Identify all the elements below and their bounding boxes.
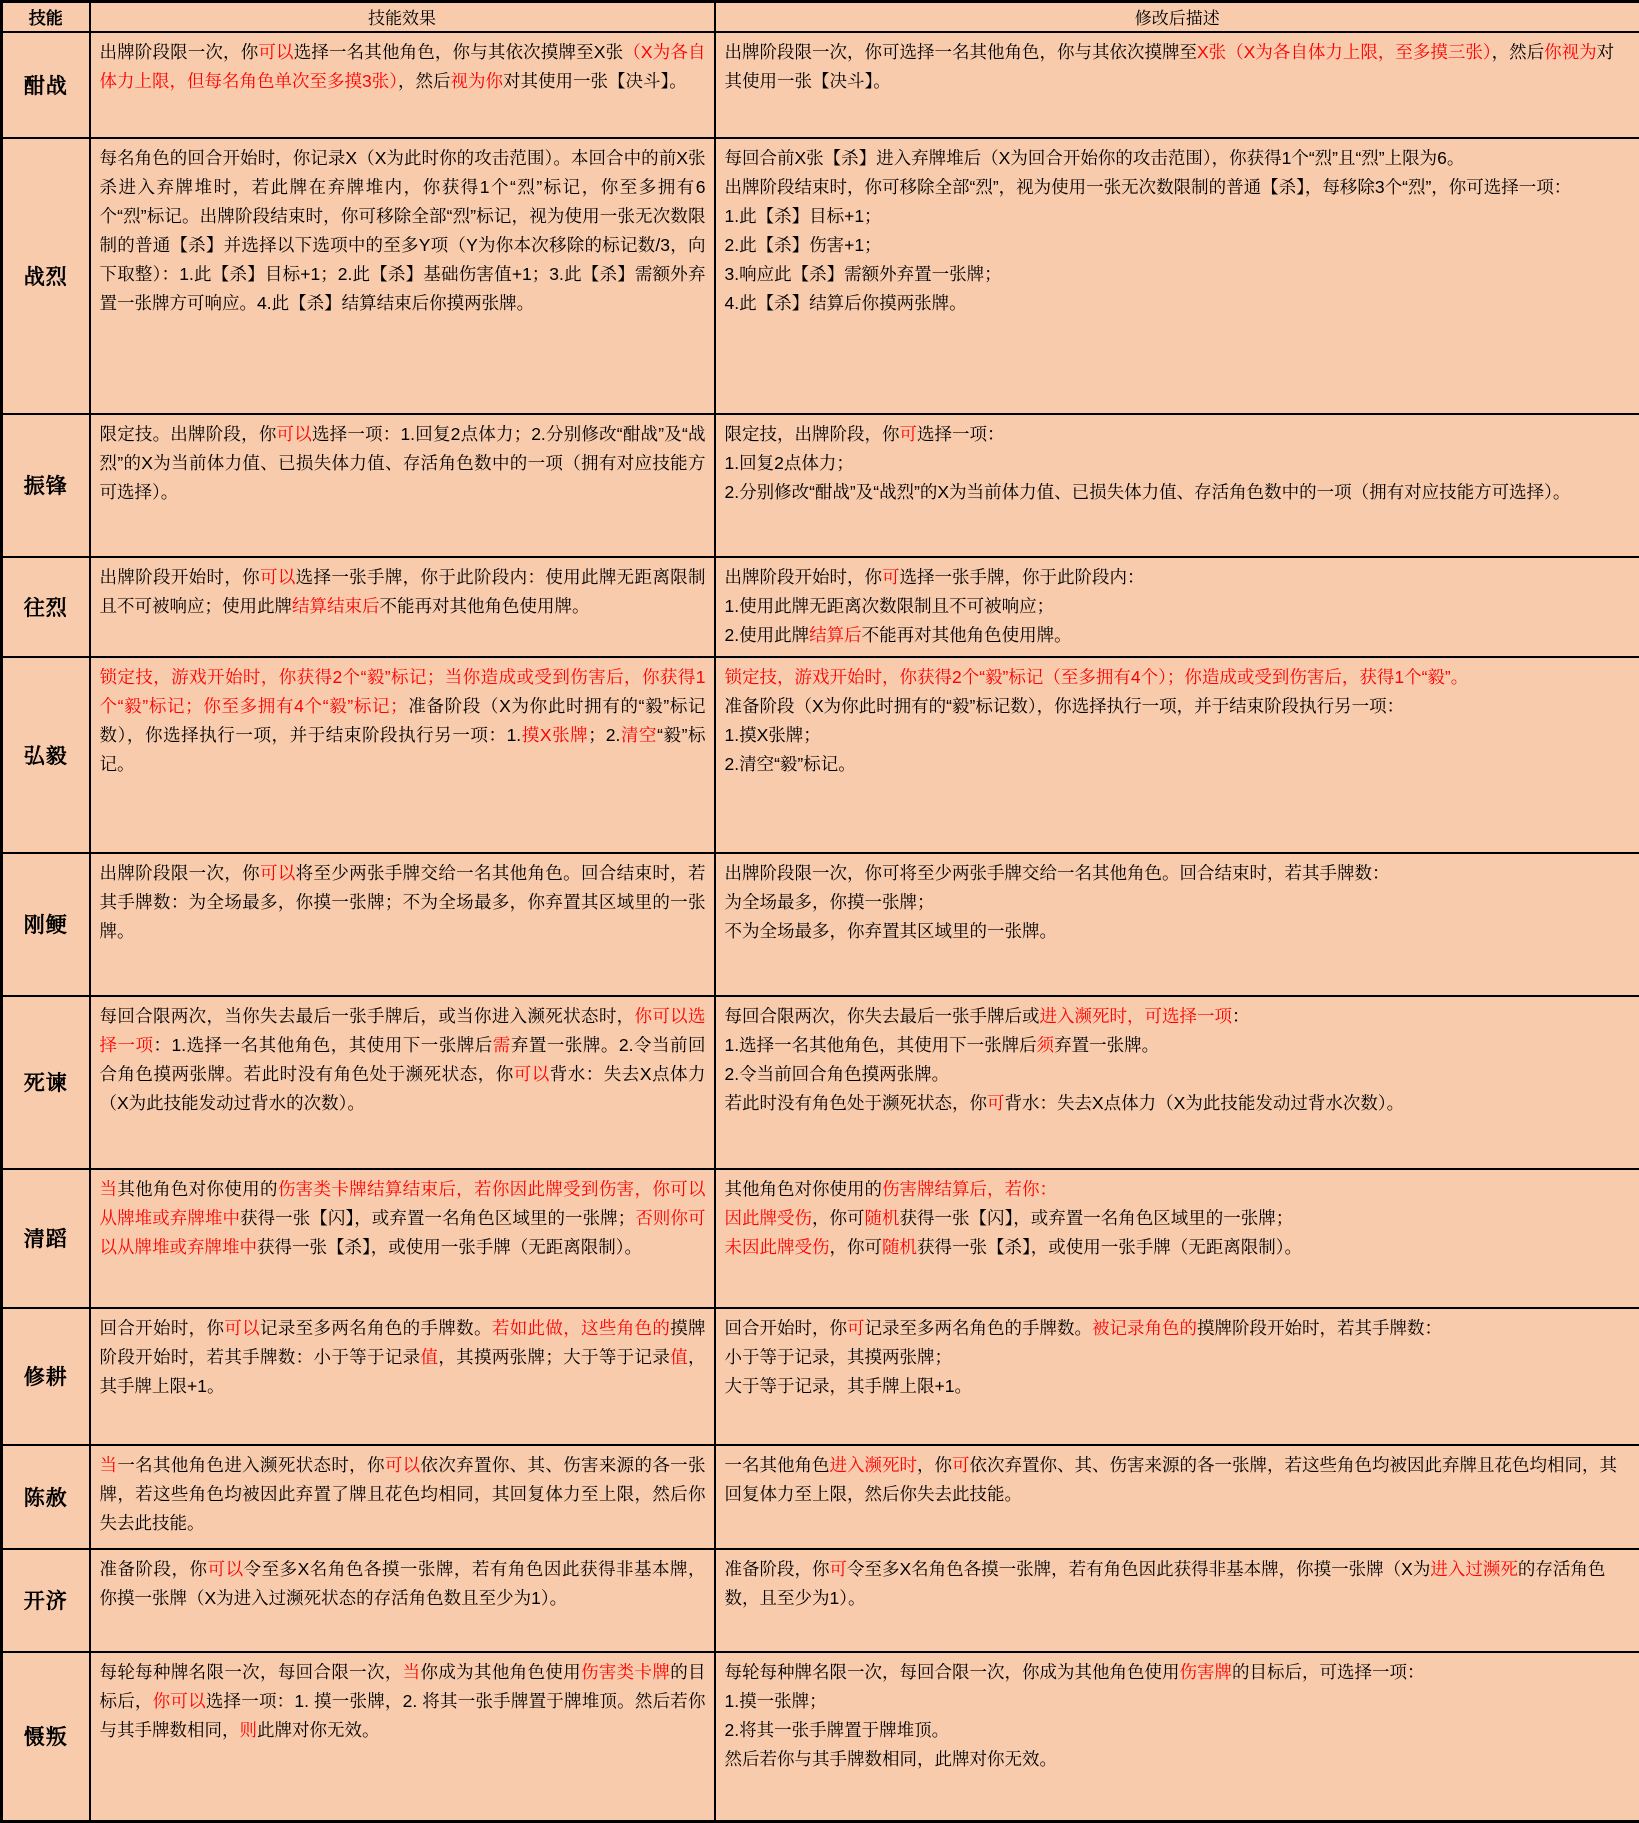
text-run: 每名角色的回合开始时，你记录X（X为此时你的攻击范围）。本回合中的前X张杀进入弃牌堆时，若此牌在弃牌堆内，你获得1个“烈”标记，你至多拥有6个“烈”标记。出牌阶段结束时，你可移除全部“烈”标记，视为使用一张无次数限制的普通【杀】并选择以下选项中的至多Y项（Y为你本次移除的标记数/3，向下取整）：1.此【杀】目标+1；2.此【杀】基础伤害值+1；3.此【杀】需额外弃置一张牌方可响应。4.此【杀】结算结束后你摸两张牌。 [99, 147, 706, 313]
text-run: 1.回复2点体力； [724, 452, 854, 473]
paragraph [725, 917, 1632, 946]
text-run: 你成为其他角色使用 [420, 1661, 582, 1682]
text-run: 出牌阶段限一次，你可将至少两张手牌交给一名其他角色。回合结束时，若其手牌数： [724, 862, 1390, 883]
text-run: 则 [239, 1719, 257, 1740]
text-run: 1.摸X张牌； [724, 724, 821, 745]
paragraph [725, 1204, 1632, 1233]
text-run: 选择一项： [917, 423, 1005, 444]
text-run: 每轮每种牌名限一次，每回合限一次，你成为其他角色使用 [724, 1661, 1180, 1682]
text-run: 当 [99, 1178, 118, 1199]
table-row [2, 996, 1639, 1169]
paragraph [725, 260, 1632, 289]
paragraph [100, 1002, 706, 1118]
text-run: 依次弃置你、其、伤害来源的各一张牌，若这些角色均被因此弃置了牌且花色均相同，其回复体力至上限，然后你失去此技能。 [99, 1454, 706, 1533]
table-header [2, 2, 1639, 32]
skill-name: 死谏 [2, 996, 90, 1169]
text-run: 然后若你与其手牌数相同，此牌对你无效。 [724, 1748, 1057, 1769]
paragraph [725, 173, 1632, 202]
text-run: 可 [899, 423, 917, 444]
text-run: 1.此【杀】目标+1； [724, 205, 882, 226]
text-run: 对其使用一张【决斗】。 [502, 70, 687, 91]
text-run: ，其手牌上限+1。 [99, 1346, 706, 1396]
text-run: 可 [847, 1317, 865, 1338]
text-run: 获得一张【杀】，或使用一张手牌（无距离限制）。 [917, 1236, 1302, 1257]
skill-name: 慑叛 [2, 1652, 90, 1822]
paragraph [100, 1658, 706, 1745]
paragraph [725, 1089, 1632, 1118]
text-run: 出牌阶段限一次，你 [99, 41, 259, 62]
table-row [2, 138, 1639, 414]
paragraph [725, 144, 1632, 173]
modified-desc-cell [715, 657, 1639, 853]
paragraph [725, 38, 1632, 96]
paragraph [725, 888, 1632, 917]
text-run: 一名其他角色进入濒死状态时，你 [117, 1454, 385, 1475]
text-run: 每回合限两次，你失去最后一张手牌后或 [724, 1005, 1040, 1026]
text-run: 可以 [207, 1558, 244, 1579]
modified-desc-cell [715, 1652, 1639, 1822]
modified-desc-cell [715, 414, 1639, 557]
text-run: 其他角色对你使用的 [724, 1178, 882, 1199]
modified-desc-cell [715, 32, 1639, 138]
text-run: 选择一项：1. 摸一张牌，2. 将其一张手牌置于牌堆顶。然后若你与其手牌数相同， [99, 1690, 706, 1740]
skill-effect-cell [90, 853, 715, 996]
text-run: 摸牌阶段开始时，若其手牌数：小于等于记录 [99, 1317, 706, 1367]
text-run: 获得一张【闪】，或弃置一名角色区域里的一张牌； [240, 1207, 636, 1228]
text-run: ，然后 [1491, 41, 1545, 62]
text-run: ，然后 [397, 70, 451, 91]
skill-effect-cell [90, 1169, 715, 1308]
text-run: 其他角色对你使用的 [117, 1178, 278, 1199]
text-run: 伤害牌结算后，若你： [882, 1178, 1057, 1199]
skill-effect-cell [90, 1652, 715, 1822]
text-run: 的目标后，可选择一项： [1232, 1661, 1425, 1682]
paragraph [725, 1060, 1632, 1089]
text-run: 2.清空“毅”标记。 [724, 753, 856, 774]
text-run: 伤害类卡牌结算结束后，若你因此牌受到伤害，你可以从牌堆或弃牌堆中 [99, 1178, 706, 1228]
text-run: 为全场最多，你摸一张牌； [724, 891, 935, 912]
skill-name: 修耕 [2, 1308, 90, 1445]
text-run: 可以 [276, 423, 312, 444]
paragraph [725, 1343, 1632, 1372]
paragraph [725, 231, 1632, 260]
paragraph [100, 1314, 706, 1401]
paragraph [725, 449, 1632, 478]
text-run: 回合开始时，你 [724, 1317, 847, 1338]
paragraph [725, 1687, 1632, 1716]
skill-effect-cell [90, 557, 715, 657]
text-run: 出牌阶段结束时，你可移除全部“烈”，视为使用一张无次数限制的普通【杀】，每移除3个“烈”，你可选择一项： [724, 176, 1572, 197]
text-run: ；2. [588, 724, 621, 745]
table-row [2, 1652, 1639, 1822]
text-run: 限定技。出牌阶段，你 [99, 423, 277, 444]
text-run: “毅”标记。 [99, 724, 706, 774]
text-run: 不为全场最多，你弃置其区域里的一张牌。 [724, 920, 1057, 941]
text-run: 此牌对你无效。 [257, 1719, 380, 1740]
text-run: 一名其他角色 [724, 1454, 830, 1475]
text-run: 需 [492, 1034, 511, 1055]
text-run: 2.使用此牌 [724, 624, 810, 645]
text-run: 结算结束后 [292, 595, 380, 616]
text-run: 获得一张【杀】，或使用一张手牌（无距离限制）。 [257, 1236, 642, 1257]
paragraph [725, 1716, 1632, 1745]
text-run: 可 [987, 1092, 1005, 1113]
table-row [2, 32, 1639, 138]
text-run: 可以 [258, 41, 294, 62]
skill-effect-cell [90, 414, 715, 557]
paragraph [725, 478, 1632, 507]
text-run: 你可以 [152, 1690, 206, 1711]
paragraph [725, 563, 1632, 592]
text-run: 出牌阶段限一次，你 [99, 862, 260, 883]
text-run: 2.此【杀】伤害+1； [724, 234, 882, 255]
text-run: 令至多X名角色各摸一张牌，若有角色因此获得非基本牌，你摸一张牌（X为 [847, 1558, 1431, 1579]
skill-name: 刚鲠 [2, 853, 90, 996]
modified-desc-cell [715, 853, 1639, 996]
text-run: ，你可 [829, 1236, 882, 1257]
text-run: 须 [1036, 1034, 1055, 1055]
text-run: 视为你 [450, 70, 503, 91]
text-run: 2.将其一张手牌置于牌堆顶。 [724, 1719, 950, 1740]
paragraph [725, 721, 1632, 750]
paragraph [725, 1451, 1632, 1509]
paragraph [100, 859, 706, 946]
text-run: 的目标后， [99, 1661, 706, 1711]
table-row [2, 853, 1639, 996]
text-run: 可以 [260, 566, 296, 587]
header-modified-desc: 修改后描述 [715, 2, 1639, 32]
paragraph [100, 1451, 706, 1538]
skill-name: 陈赦 [2, 1445, 90, 1549]
skill-effect-cell [90, 1308, 715, 1445]
text-run: 值 [670, 1346, 689, 1367]
paragraph [725, 1314, 1632, 1343]
text-run: 2.分别修改“酣战”及“战烈”的X为当前体力值、已损失体力值、存活角色数中的一项（拥有对应技能方可选择）。 [724, 481, 1571, 502]
paragraph [100, 144, 706, 318]
paragraph [725, 1031, 1632, 1060]
text-run: 摸X张牌 [521, 724, 589, 745]
text-run: 进入过濒死 [1430, 1558, 1518, 1579]
paragraph [100, 1555, 706, 1613]
skill-name: 振锋 [2, 414, 90, 557]
table-row [2, 414, 1639, 557]
paragraph [725, 289, 1632, 318]
text-run: ： [1232, 1005, 1250, 1026]
text-run: 准备阶段（X为你此时拥有的“毅”标记数），你选择执行一项，并于结束阶段执行另一项：1. [99, 695, 706, 745]
table-row [2, 1549, 1639, 1652]
text-run: ，其摸两张牌；大于等于记录 [438, 1346, 671, 1367]
text-run: 选择一张手牌，你于此阶段内：使用此牌无距离限制且不可被响应；使用此牌 [99, 566, 706, 616]
text-run: 可以 [384, 1454, 421, 1475]
text-run: 选择一名其他角色，你与其依次摸牌至X张 [293, 41, 624, 62]
text-run: 每轮每种牌名限一次，每回合限一次， [99, 1661, 403, 1682]
text-run: 可以 [260, 862, 296, 883]
text-run: 因此牌受伤 [724, 1207, 812, 1228]
skill-name: 清蹈 [2, 1169, 90, 1308]
text-run: 4.此【杀】结算后你摸两张牌。 [724, 292, 967, 313]
text-run: X张（X为各自体力上限，至多摸三张） [1197, 41, 1492, 62]
text-run: 回合开始时，你 [99, 1317, 225, 1338]
header-skill-effect: 技能效果 [90, 2, 715, 32]
text-run: 你视为 [1544, 41, 1597, 62]
skill-effect-cell [90, 996, 715, 1169]
text-run: ，你 [917, 1454, 952, 1475]
text-run: 若此时没有角色处于濒死状态，你 [724, 1092, 987, 1113]
text-run: 准备阶段，你 [724, 1558, 830, 1579]
skill-effect-cell [90, 1445, 715, 1549]
text-run: 出牌阶段限一次，你可选择一名其他角色，你与其依次摸牌至 [724, 41, 1197, 62]
text-run: 选择一项：1.回复2点体力；2.分别修改“酣战”及“战烈”的X为当前体力值、已损失体力值、存活角色数中的一项（拥有对应技能方可选择）。 [99, 423, 706, 502]
paragraph [725, 1175, 1632, 1204]
text-run: 随机 [882, 1236, 917, 1257]
text-run: 选择一张手牌，你于此阶段内： [899, 566, 1145, 587]
text-run: 限定技，出牌阶段，你 [724, 423, 900, 444]
text-run: 出牌阶段开始时，你 [99, 566, 260, 587]
text-run: 准备阶段，你 [99, 1558, 208, 1579]
text-run: 3.响应此【杀】需额外弃置一张牌； [724, 263, 1002, 284]
table-row [2, 1445, 1639, 1549]
text-run: （X为各自体力上限，但每名角色单次至多摸3张） [99, 41, 706, 91]
paragraph [725, 859, 1632, 888]
text-run: 否则你可以从牌堆或弃牌堆中 [99, 1207, 706, 1257]
skill-effect-cell [90, 138, 715, 414]
text-run: 记录至多两名角色的手牌数。 [864, 1317, 1092, 1338]
paragraph [100, 663, 706, 779]
paragraph [725, 1002, 1632, 1031]
text-run: 弃置一张牌。 [1054, 1034, 1160, 1055]
paragraph [725, 1555, 1632, 1613]
text-run: 不能再对其他角色使用牌。 [861, 624, 1072, 645]
text-run: 伤害牌 [1179, 1661, 1232, 1682]
text-run: 未因此牌受伤 [724, 1236, 830, 1257]
text-run: 不能再对其他角色使用牌。 [379, 595, 590, 616]
text-run: 锁定技，游戏开始时，你获得2个“毅”标记；当你造成或受到伤害后，你获得1个“毅”标记；你至多拥有4个“毅”标记； [99, 666, 706, 716]
paragraph [725, 1658, 1632, 1687]
paragraph [100, 1175, 706, 1262]
modified-desc-cell [715, 1308, 1639, 1445]
text-run: 被记录角色的 [1092, 1317, 1197, 1338]
text-run: 大于等于记录，其手牌上限+1。 [724, 1375, 972, 1396]
text-run: 背水：失去X点体力（X为此技能发动过背水次数）。 [1004, 1092, 1405, 1113]
text-run: 若如此做，这些角色的 [491, 1317, 671, 1338]
text-run: 依次弃置你、其、伤害来源的各一张牌，若这些角色均被因此弃牌且花色均相同，其回复体力至上限，然后你失去此技能。 [724, 1454, 1617, 1504]
paragraph [725, 592, 1632, 621]
skill-effect-cell [90, 657, 715, 853]
text-run: ，你可 [812, 1207, 865, 1228]
header-skill: 技能 [2, 2, 90, 32]
text-run: 进入濒死时 [829, 1454, 917, 1475]
text-run: 每回合限两次，当你失去最后一张手牌后，或当你进入濒死状态时， [99, 1005, 635, 1026]
text-run: 随机 [864, 1207, 900, 1228]
text-run: 准备阶段（X为你此时拥有的“毅”标记数），你选择执行一项，并于结束阶段执行另一项： [724, 695, 1405, 716]
text-run: 清空 [620, 724, 658, 745]
text-run: 当 [99, 1454, 118, 1475]
text-run: 记录至多两名角色的手牌数。 [260, 1317, 492, 1338]
text-run: 1.使用此牌无距离次数限制且不可被响应； [724, 595, 1055, 616]
text-run: 可 [952, 1454, 970, 1475]
text-run: 每回合前X张【杀】进入弃牌堆后（X为回合开始你的攻击范围），你获得1个“烈”且“烈”上限为6。 [724, 147, 1465, 168]
table-row [2, 1169, 1639, 1308]
text-run: 结算后 [809, 624, 862, 645]
table-body [2, 32, 1639, 1822]
paragraph [725, 663, 1632, 692]
text-run: 进入濒死时，可选择一项 [1039, 1005, 1232, 1026]
modified-desc-cell [715, 1549, 1639, 1652]
text-run: 可 [882, 566, 900, 587]
skill-name: 往烈 [2, 557, 90, 657]
skill-name: 弘毅 [2, 657, 90, 853]
text-run: 出牌阶段开始时，你 [724, 566, 882, 587]
text-run: 小于等于记录，其摸两张牌； [724, 1346, 952, 1367]
text-run: 令至多X名角色各摸一张牌，若有角色因此获得非基本牌，你摸一张牌（X为进入过濒死状态的存活角色数且至少为1）。 [99, 1558, 706, 1608]
text-run: 获得一张【闪】，或弃置一名角色区域里的一张牌； [899, 1207, 1294, 1228]
skill-name: 酣战 [2, 32, 90, 138]
text-run: 对其使用一张【决斗】。 [724, 41, 1615, 91]
text-run: 可以 [513, 1063, 550, 1084]
paragraph [100, 563, 706, 621]
table-row [2, 657, 1639, 853]
text-run: 1.摸一张牌； [724, 1690, 827, 1711]
skill-effect-cell [90, 1549, 715, 1652]
text-run: 摸牌阶段开始时，若其手牌数： [1197, 1317, 1442, 1338]
text-run: 锁定技，游戏开始时，你获得2个“毅”标记（至多拥有4个）；你造成或受到伤害后，获得1个“毅”。 [724, 666, 1469, 687]
text-run: 2.令当前回合角色摸两张牌。 [724, 1063, 950, 1084]
text-run: 背水：失去X点体力（X为此技能发动过背水的次数）。 [99, 1063, 706, 1113]
text-run: 弃置一张牌。2.令当前回合角色摸两张牌。若此时没有角色处于濒死状态，你 [99, 1034, 706, 1084]
text-run: ：1.选择一名其他角色，其使用下一张牌后 [153, 1034, 493, 1055]
text-run: 可 [829, 1558, 847, 1579]
modified-desc-cell [715, 1445, 1639, 1549]
modified-desc-cell [715, 138, 1639, 414]
text-run: 你可以选择一项 [99, 1005, 706, 1055]
paragraph [725, 621, 1632, 650]
header-row [2, 2, 1639, 32]
text-run: 1.选择一名其他角色，其使用下一张牌后 [724, 1034, 1037, 1055]
paragraph [725, 202, 1632, 231]
skill-name: 开济 [2, 1549, 90, 1652]
table-row [2, 557, 1639, 657]
text-run: 当 [402, 1661, 421, 1682]
text-run: 伤害类卡牌 [581, 1661, 671, 1682]
modified-desc-cell [715, 557, 1639, 657]
paragraph [725, 1745, 1632, 1774]
paragraph [725, 1233, 1632, 1262]
skill-name: 战烈 [2, 138, 90, 414]
text-run: 可以 [224, 1317, 261, 1338]
paragraph [100, 38, 706, 96]
modified-desc-cell [715, 996, 1639, 1169]
paragraph [725, 420, 1632, 449]
text-run: 将至少两张手牌交给一名其他角色。回合结束时，若其手牌数：为全场最多，你摸一张牌；不为全场最多，你弃置其区域里的一张牌。 [99, 862, 706, 941]
text-run: 的存活角色数，且至少为1）。 [724, 1558, 1606, 1608]
skill-effect-cell [90, 32, 715, 138]
text-run: 值 [420, 1346, 439, 1367]
modified-desc-cell [715, 1169, 1639, 1308]
table-row [2, 1308, 1639, 1445]
paragraph [725, 692, 1632, 721]
paragraph [725, 1372, 1632, 1401]
paragraph [725, 750, 1632, 779]
paragraph [100, 420, 706, 507]
